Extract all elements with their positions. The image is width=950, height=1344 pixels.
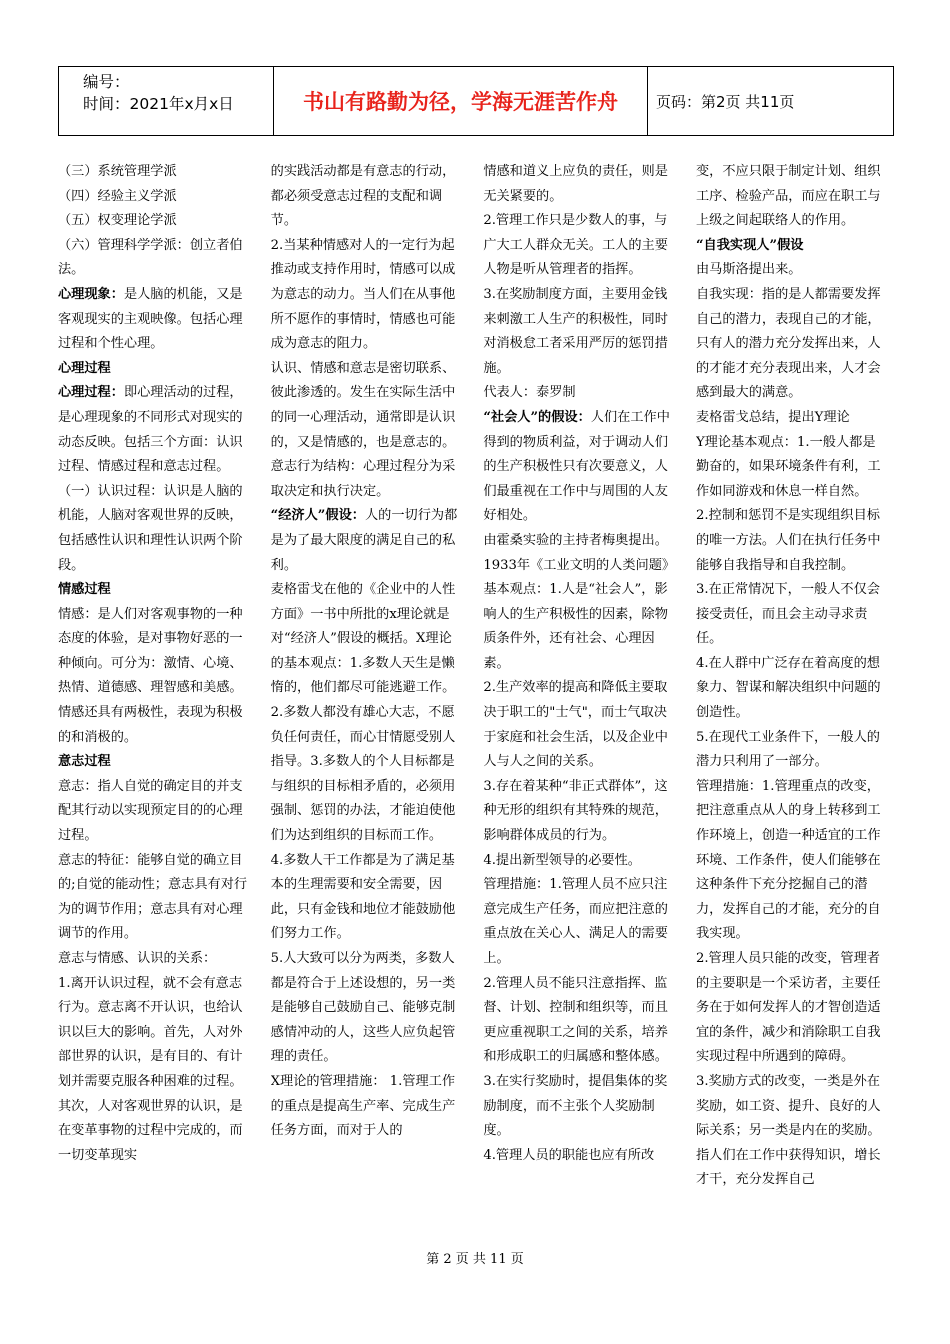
term-heading: 心理现象：	[58, 286, 124, 302]
paragraph	[483, 406, 675, 529]
paragraph-text: 管理措施：1.管理人员不应只注意完成生产任务，而应把注意的重点放在关心人、满足人的需要上。	[483, 877, 668, 966]
header-page-info: 页码：第2页 共11页	[656, 92, 795, 111]
term-heading: 心理过程：	[58, 385, 124, 401]
paragraph-text: 人们在工作中得到的物质利益，对于调动人们的生产积极性只有次要意义，人们最重视在工作中与周围的人友好相处。	[483, 409, 670, 524]
paragraph-text: 认识、情感和意志是密切联系、彼此渗透的。发生在实际生活中的同一心理活动，通常即是认识的，又是情感的，也是意志的。	[270, 360, 456, 450]
document-number-label: 编号：	[83, 73, 130, 91]
paragraph-text: 情感还具有两极性，表现为积极的和消极的。	[58, 705, 243, 745]
paragraph	[696, 504, 888, 578]
paragraph-text: 2.管理工作只是少数人的事，与广大工人群众无关。工人的主要人物是听从管理者的指挥。	[483, 213, 668, 278]
paragraph	[58, 849, 250, 947]
paragraph-text: 4.多数人干工作都是为了满足基本的生理需要和安全需要，因此，只有金钱和地位才能鼓励他们努力工作。	[270, 852, 456, 942]
paragraph	[696, 947, 888, 1070]
header-meta	[59, 67, 274, 135]
text-column-3	[483, 160, 675, 1250]
paragraph	[696, 160, 888, 234]
paragraph-text: 自我实现：指的是人都需要发挥自己的潜力，表现自己的才能，只有人的潜力充分发挥出来，人的才能才充分表现出来，人才会感到最大的满意。	[695, 286, 881, 401]
paragraph-text: 3.在正常情况下，一般人不仅会接受责任，而且会主动寻求责任。	[695, 582, 880, 647]
paragraph	[696, 726, 888, 775]
term-heading: “社会人”的假设：	[483, 409, 591, 425]
paragraph	[58, 750, 250, 775]
paragraph-text: （一）认识过程：认识是人脑的机能，人脑对客观世界的反映，包括感性认识和理性认识两个阶段。	[58, 483, 243, 573]
paragraph-text: 麦格雷戈在他的《企业中的人性方面》一书中所批的x理论就是对“经济人”假设的概括。X理论的基本观点：1.多数人天生是懒惰的，他们都尽可能逃避工作。	[270, 582, 456, 696]
paragraph	[58, 209, 250, 234]
document-date: 时间：2021年x月x日	[83, 95, 234, 113]
paragraph-text: （三）系统管理学派	[58, 164, 177, 179]
paragraph-text: 3.在奖励制度方面，主要用金钱来刺激工人生产的积极性，同时对消极怠工者采用严厉的惩罚措施。	[483, 286, 668, 376]
paragraph	[483, 972, 675, 1070]
text-column-4	[696, 160, 888, 1250]
paragraph-text: （六）管理科学学派：创立者伯法。	[58, 237, 243, 278]
paragraph-text: 是人脑的机能，又是客观现实的主观映像。包括心理过程和个性心理。	[58, 286, 243, 352]
paragraph-text: 意志行为结构：心理过程分为采取决定和执行决定。	[270, 459, 456, 499]
paragraph-text: 2.当某种情感对人的一定行为起推动或支持作用时，情感可以成为意志的动力。当人们在从事他所不愿作的事情时，情感也可能成为意志的阻力。	[270, 237, 456, 352]
paragraph	[483, 160, 675, 209]
paragraph-text: 3.奖励方式的改变，一类是外在奖励，如工资、提升、良好的人际关系；另一类是内在的奖励。指人们在工作中获得知识，增长才干，充分发挥自己	[695, 1073, 881, 1188]
paragraph	[696, 283, 888, 406]
paragraph	[696, 234, 888, 259]
document-header	[58, 66, 894, 136]
paragraph	[483, 775, 675, 849]
text-column-1	[58, 160, 250, 1250]
paragraph-text: 1.离开认识过程，就不会有意志行为。意志离不开认识，也给认识以巨大的影响。首先，人对外部世界的认识，是有目的、有计划并需要克服各种困难的过程。其次，人对客观世界的认识，是在变革事物的过程中完成的，而一切变革现实	[58, 975, 243, 1163]
paragraph	[696, 258, 888, 283]
paragraph	[271, 504, 463, 578]
paragraph-text: （五）权变理论学派	[58, 213, 177, 229]
paragraph-text: 5.在现代工业条件下，一般人的潜力只利用了一部分。	[695, 729, 880, 770]
paragraph	[58, 160, 250, 185]
paragraph-text: 的实践活动都是有意志的行动，都必须受意志过程的支配和调节。	[270, 164, 456, 229]
paragraph	[58, 480, 250, 578]
paragraph	[483, 578, 675, 676]
term-heading: “经济人”假设：	[270, 508, 365, 524]
paragraph	[483, 849, 675, 874]
paragraph-text: 4.在人群中广泛存在着高度的想象力、智谋和解决组织中问题的创造性。	[695, 655, 881, 721]
paragraph	[58, 947, 250, 972]
paragraph-text: 2.管理人员不能只注意指挥、监督、计划、控制和组织等，而且更应重视职工之间的关系，培养和形成职工的归属感和整体感。	[483, 975, 668, 1065]
text-columns	[58, 160, 888, 1250]
paragraph-text: 4.提出新型领导的必要性。	[483, 852, 641, 868]
paragraph-text: 4.管理人员的职能也应有所改	[483, 1147, 655, 1163]
paragraph	[271, 234, 463, 357]
term-heading: 心理过程	[58, 360, 111, 376]
paragraph	[271, 455, 463, 504]
paragraph	[58, 234, 250, 283]
paragraph-text: 人的一切行为都是为了最大限度的满足自己的私利。	[270, 508, 458, 573]
paragraph-text: 2.控制和惩罚不是实现组织目标的唯一方法。人们在执行任务中能够自我指导和自我控制。	[695, 508, 881, 573]
paragraph	[696, 578, 888, 652]
paragraph-text: 基本观点：1.人是“社会人”，影响人的生产积极性的因素，除物质条件外，还有社会、心理因素。	[483, 582, 668, 671]
paragraph-text: 情感：是人们对客观事物的一种态度的体验，是对事物好恶的一种倾向。可分为：激情、心境、热情、道德感、理智感和美感。	[58, 606, 243, 696]
paragraph	[696, 406, 888, 431]
paragraph-text: 管理措施：1.管理重点的改变，把注意重点从人的身上转移到工作环境上，创造一种适宜的工作环境、工作条件，使人们能够在这种条件下充分挖掘自己的潜力，发挥自己的才能，充分的自我实现。	[695, 778, 881, 942]
paragraph-text: 意志与情感、认识的关系：	[58, 951, 217, 966]
paragraph-text: 2.管理人员只能的改变，管理者的主要职是一个采访者，主要任务在于如何发挥人的才智创造适宜的条件，减少和消除职工自我实现过程中所遇到的障碍。	[695, 951, 881, 1065]
paragraph	[58, 972, 250, 1169]
paragraph-text: 3.在实行奖励时，提倡集体的奖励制度，而不主张个人奖励制度。	[483, 1073, 668, 1139]
paragraph-text: 由马斯洛提出来。	[695, 262, 802, 278]
paragraph-text: 2.生产效率的提高和降低主要取决于职工的"士气"，而士气取决于家庭和社会生活，以及企业中人与人之间的关系。	[483, 680, 668, 770]
paragraph	[483, 209, 675, 283]
paragraph	[483, 1144, 675, 1169]
paragraph-text: Y理论基本观点：1.一般人都是勤奋的，如果环境条件有利，工作如同游戏和休息一样自然。	[695, 434, 881, 499]
paragraph-text: X理论的管理措施： 1.管理工作的重点是提高生产率、完成生产任务方面，而对于人的	[270, 1073, 456, 1139]
paragraph	[271, 947, 463, 1070]
page-footer: 第 2 页 共 11 页	[426, 1252, 524, 1267]
paragraph-text: 代表人：泰罗制	[483, 385, 576, 401]
paragraph	[483, 1070, 675, 1144]
paragraph	[58, 185, 250, 210]
paragraph-text: 2.多数人都没有雄心大志，不愿负任何责任，而心甘情愿受别人指导。3.多数人的个人目标都是与组织的目标相矛盾的，必须用强制、惩罚的办法，才能迫使他们为达到组织的目标而工作。	[270, 705, 456, 844]
paragraph-text: 意志的特征：能够自觉的确立目的;自觉的能动性；意志具有对行为的调节作用；意志具有对心理调节的作用。	[58, 852, 248, 942]
paragraph	[483, 873, 675, 971]
paragraph-text: 情感和道义上应负的责任，则是无关紧要的。	[483, 164, 668, 204]
paragraph	[271, 1070, 463, 1144]
paragraph	[271, 701, 463, 849]
paragraph	[483, 529, 675, 578]
paragraph	[696, 652, 888, 726]
term-heading: “自我实现人”假设	[695, 237, 804, 253]
paragraph	[58, 357, 250, 382]
paragraph	[696, 431, 888, 505]
paragraph	[271, 357, 463, 455]
text-column-2	[271, 160, 463, 1250]
paragraph-text: 即心理活动的过程，是心理现象的不同形式对现实的动态反映。包括三个方面：认识过程、情感过程和意志过程。	[58, 385, 243, 475]
paragraph	[271, 578, 463, 701]
paragraph	[58, 283, 250, 357]
term-heading: 情感过程	[58, 582, 111, 598]
paragraph-text: （四）经验主义学派	[58, 188, 177, 204]
paragraph	[58, 381, 250, 479]
paragraph	[271, 160, 463, 234]
paragraph	[483, 676, 675, 774]
paragraph	[696, 1070, 888, 1193]
paragraph	[58, 603, 250, 701]
paragraph	[58, 775, 250, 849]
paragraph-text: 麦格雷戈总结，提出Y理论	[695, 409, 850, 425]
paragraph	[696, 775, 888, 947]
paragraph-text: 5.人大致可以分为两类，多数人都是符合于上述设想的，另一类是能够自己鼓励自己、能够克制感情冲动的人，这些人应负起管理的责任。	[270, 951, 456, 1065]
paragraph	[483, 381, 675, 406]
paragraph-text: 3.存在着某种“非正式群体”，这种无形的组织有其特殊的规范，影响群体成员的行为。	[483, 778, 668, 844]
paragraph	[483, 283, 675, 381]
paragraph	[58, 701, 250, 750]
term-heading: 意志过程	[58, 754, 111, 770]
paragraph-text: 变，不应只限于制定计划、组织工序、检验产品，而应在职工与上级之间起联络人的作用。	[695, 164, 881, 229]
paragraph	[271, 849, 463, 947]
paragraph-text: 由霍桑实验的主持者梅奥提出。1933年《工业文明的人类问题》	[483, 532, 676, 573]
paragraph	[58, 578, 250, 603]
paragraph-text: 意志：指人自觉的确定目的并支配其行动以实现预定目的的心理过程。	[58, 778, 243, 844]
header-motto: 书山有路勤为径，学海无涯苦作舟	[274, 67, 648, 135]
